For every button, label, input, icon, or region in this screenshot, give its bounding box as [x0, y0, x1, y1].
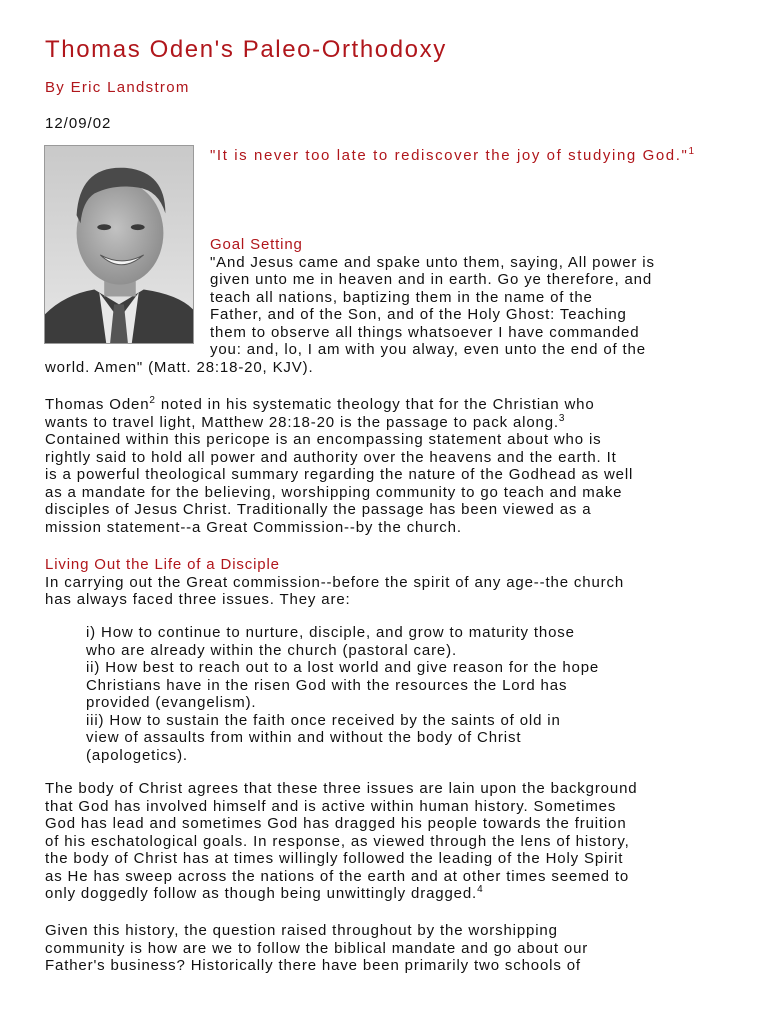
scripture-line: them to observe all things whatsoever I have commanded	[210, 323, 640, 341]
paragraph-line: Father's business? Historically there have been primarily two schools of	[45, 957, 581, 974]
list-item-line: provided (evangelism).	[86, 694, 257, 711]
issues-list	[86, 624, 726, 764]
goal-setting-heading: Goal Setting	[210, 236, 303, 253]
paragraph-text: wants to travel light, Matthew 28:18-20 is the passage to pack along.	[45, 413, 559, 431]
paragraph-line	[45, 396, 735, 414]
history-paragraph	[45, 780, 735, 903]
footnote-ref-1[interactable]: 1	[688, 146, 696, 157]
paragraph-line: has always faced three issues. They are:	[45, 591, 351, 608]
paragraph-line: community is how are we to follow the biblical mandate and go about our	[45, 939, 589, 957]
scripture-citation-line: world. Amen" (Matt. 28:18-20, KJV).	[45, 358, 314, 376]
footnote-ref-3[interactable]: 3	[558, 412, 566, 424]
footnote-ref-4[interactable]: 4	[477, 884, 484, 895]
list-item-line: ii) How best to reach out to a lost world and give reason for the hope	[86, 659, 600, 676]
paragraph-text: only doggedly follow as though being unwittingly dragged.	[45, 885, 478, 902]
paragraph-line: of his eschatological goals. In response, as viewed through the lens of history,	[45, 832, 630, 850]
list-item-line: i) How to continue to nurture, disciple, and grow to maturity those	[86, 624, 575, 641]
list-item-line: Christians have in the risen God with the resources the Lord has	[86, 676, 568, 694]
paragraph-line: God has lead and sometimes God has dragged his people towards the fruition	[45, 815, 627, 832]
scripture-line: teach all nations, baptizing them in the name of the	[210, 288, 593, 306]
disciple-heading: Living Out the Life of a Disciple	[45, 556, 280, 573]
paragraph-line: is a powerful theological summary regarding the nature of the Godhead as well	[45, 466, 634, 483]
paragraph-line: Contained within this pericope is an encompassing statement about who is	[45, 431, 602, 448]
intro-paragraph	[45, 396, 735, 536]
epigraph-text: "It is never too late to rediscover the joy of studying God."	[210, 147, 689, 164]
disciple-section	[45, 556, 735, 609]
publication-date: 12/09/02	[45, 115, 112, 132]
paragraph-line: The body of Christ agrees that these three issues are lain upon the background	[45, 780, 638, 797]
epigraph-quote	[210, 146, 730, 165]
paragraph-line: as a mandate for the believing, worshipping community to go teach and make	[45, 483, 623, 501]
paragraph-line: disciples of Jesus Christ. Traditionally the passage has been viewed as a	[45, 501, 592, 518]
scripture-line: Father, and of the Son, and of the Holy Ghost: Teaching	[210, 306, 627, 323]
paragraph-line	[45, 414, 735, 432]
paragraph-line: rightly said to hold all power and authority over the heavens and the earth. It	[45, 448, 617, 466]
byline: By Eric Landstrom	[45, 79, 190, 96]
paragraph-line: that God has involved himself and is active within human history. Sometimes	[45, 797, 617, 815]
paragraph-line: mission statement--a Great Commission--by the church.	[45, 518, 462, 536]
paragraph-line: the body of Christ has at times willingly followed the leading of the Holy Spirit	[45, 850, 624, 867]
paragraph-line: Given this history, the question raised throughout by the worshipping	[45, 922, 558, 939]
list-item-line: view of assaults from within and without the body of Christ	[86, 729, 522, 746]
list-item-line: iii) How to sustain the faith once received by the saints of old in	[86, 711, 561, 729]
list-item	[86, 659, 726, 712]
scripture-line: given unto me in heaven and in earth. Go ye therefore, and	[210, 271, 653, 288]
paragraph-line	[45, 885, 735, 903]
paragraph-line: as He has sweep across the nations of the earth and at other times seemed to	[45, 867, 630, 885]
oden-name: Thomas Oden	[45, 396, 150, 413]
list-item-line: who are already within the church (pastoral care).	[86, 641, 457, 659]
paragraph-text: noted in his systematic theology that for the Christian who	[155, 396, 595, 413]
scripture-line: "And Jesus came and spake unto them, saying, All power is	[210, 253, 655, 271]
list-item-line: (apologetics).	[86, 746, 188, 764]
list-item	[86, 624, 726, 659]
goal-setting-section	[45, 236, 735, 376]
closing-paragraph	[45, 922, 735, 975]
footnote-ref-2[interactable]: 2	[149, 395, 156, 406]
scripture-line: you: and, lo, I am with you alway, even unto the end of the	[210, 341, 646, 358]
paragraph-line: In carrying out the Great commission--before the spirit of any age--the church	[45, 573, 625, 591]
article-title: Thomas Oden's Paleo-Orthodoxy	[45, 36, 447, 63]
list-item	[86, 712, 726, 765]
